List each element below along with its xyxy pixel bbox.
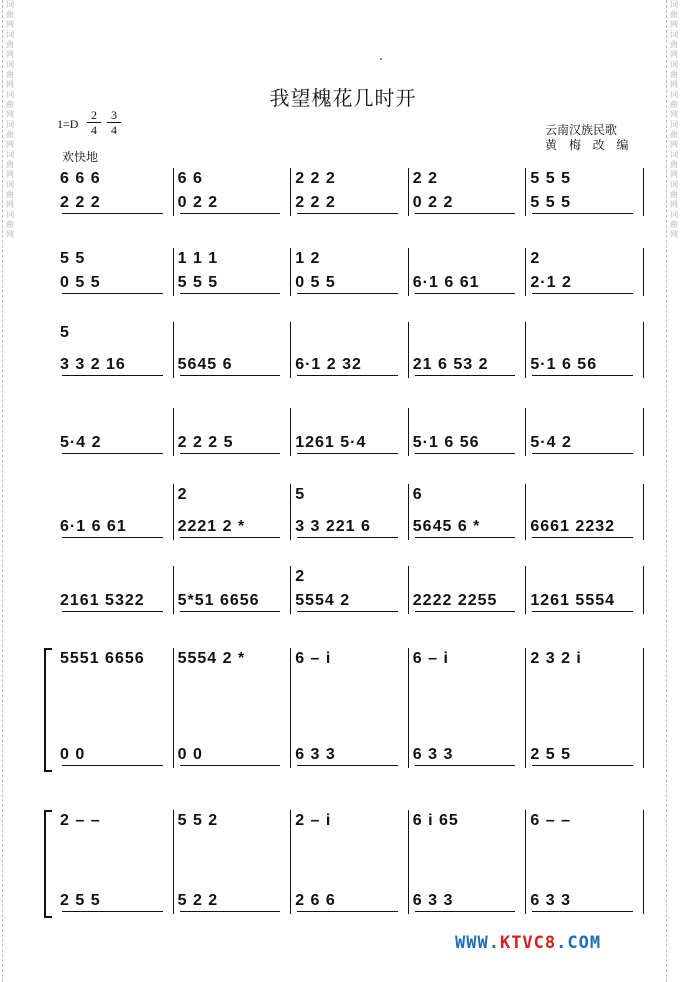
measure — [409, 248, 527, 296]
measure — [174, 408, 292, 456]
upper-notes: 6 — [412, 486, 423, 503]
watermark-char: 词 — [6, 30, 14, 39]
lower-notes: 3 3 221 6 — [295, 518, 371, 535]
measure — [174, 248, 292, 296]
beam-underline — [62, 765, 163, 767]
watermark-char: 曲 — [6, 40, 14, 49]
lower-notes: 2161 5322 — [60, 592, 145, 609]
watermark-char: 词 — [670, 210, 678, 219]
upper-notes: 5551 6656 — [60, 650, 145, 667]
beam-underline — [62, 213, 163, 215]
song-title: 我望槐花几时开 — [269, 86, 417, 110]
watermark-char: 曲 — [670, 10, 678, 19]
beam-underline — [62, 537, 163, 539]
watermark-char: 曲 — [6, 220, 14, 229]
page-mark — [380, 58, 382, 60]
upper-notes: 6 6 6 — [60, 170, 101, 187]
beam-underline — [415, 375, 516, 377]
measure — [56, 484, 174, 540]
watermark-char: 曲 — [670, 70, 678, 79]
lower-notes: 0 0 — [177, 746, 203, 763]
lower-notes: 2221 2 * — [177, 518, 246, 535]
measure — [174, 322, 292, 378]
upper-notes: 5554 2 * — [177, 650, 246, 667]
lower-notes: 2 5 5 — [530, 746, 571, 763]
upper-notes: 6 6 — [177, 170, 203, 187]
score-system — [56, 168, 644, 216]
measure — [526, 168, 644, 216]
measure — [174, 648, 292, 768]
lower-notes: 1261 5·4 — [295, 434, 367, 451]
watermark-char: 网 — [6, 80, 14, 89]
beam-underline — [532, 537, 633, 539]
measure — [56, 810, 174, 914]
lower-notes: 0 2 2 — [177, 194, 219, 211]
beam-underline — [180, 213, 281, 215]
measure — [409, 648, 527, 768]
lower-notes: 5 5 5 — [177, 274, 219, 291]
beam-underline — [297, 765, 398, 767]
lower-notes: 5·1 6 56 — [530, 356, 598, 373]
time-signature-1 — [87, 108, 101, 137]
upper-notes: 5 5 5 — [530, 170, 571, 187]
watermark-char: 网 — [670, 170, 678, 179]
lower-notes: 6 3 3 — [412, 892, 454, 909]
meter-numerator: 3 — [107, 108, 121, 123]
site-watermark — [455, 933, 601, 953]
beam-underline — [180, 911, 281, 913]
measure — [174, 168, 292, 216]
measure — [409, 408, 527, 456]
lower-notes: 5*51 6656 — [177, 592, 260, 609]
lower-notes: 6·1 2 32 — [295, 356, 362, 373]
watermark-char: 曲 — [670, 100, 678, 109]
beam-underline — [532, 611, 633, 613]
watermark-char: 网 — [670, 50, 678, 59]
arranger-credit: 黄 梅 改 编 — [545, 138, 633, 152]
beam-underline — [62, 911, 163, 913]
upper-notes: 2 — [295, 568, 306, 585]
measure — [174, 484, 292, 540]
meter-denominator: 4 — [111, 123, 117, 137]
score-system — [56, 810, 644, 914]
beam-underline — [297, 537, 398, 539]
upper-notes: 2 – – — [60, 812, 101, 829]
watermark-char: 网 — [6, 230, 14, 239]
lower-notes: 5 5 5 — [530, 194, 571, 211]
beam-underline — [62, 453, 163, 455]
watermark-prefix: WWW. — [455, 933, 500, 953]
beam-underline — [180, 453, 281, 455]
measure — [291, 248, 409, 296]
measure — [409, 322, 527, 378]
measure — [291, 408, 409, 456]
watermark-char: 词 — [6, 180, 14, 189]
measure — [291, 810, 409, 914]
lower-notes: 5645 6 * — [412, 518, 481, 535]
watermark-char: 词 — [6, 210, 14, 219]
measure — [56, 408, 174, 456]
lower-notes: 0 2 2 — [412, 194, 454, 211]
measure — [526, 484, 644, 540]
watermark-char: 网 — [670, 140, 678, 149]
lower-notes: 6·1 6 61 — [412, 274, 480, 291]
watermark-char: 网 — [6, 140, 14, 149]
measure — [291, 484, 409, 540]
beam-underline — [62, 611, 163, 613]
watermark-char: 词 — [670, 0, 678, 9]
watermark-char: 曲 — [6, 190, 14, 199]
beam-underline — [532, 375, 633, 377]
lower-notes: 6661 2232 — [530, 518, 616, 535]
beam-underline — [415, 453, 516, 455]
lower-notes: 5·4 2 — [530, 434, 572, 451]
upper-notes: 6 – – — [530, 812, 571, 829]
beam-underline — [415, 611, 516, 613]
watermark-char: 词 — [670, 60, 678, 69]
measure — [526, 810, 644, 914]
beam-underline — [62, 293, 163, 295]
beam-underline — [415, 293, 516, 295]
beam-underline — [297, 611, 398, 613]
beam-underline — [297, 293, 398, 295]
beam-underline — [415, 537, 516, 539]
watermark-char: 网 — [670, 200, 678, 209]
beam-underline — [415, 765, 516, 767]
lower-notes: 3 3 2 16 — [60, 356, 126, 373]
measure — [56, 248, 174, 296]
beam-underline — [532, 765, 633, 767]
watermark-char: 网 — [6, 170, 14, 179]
upper-notes: 2 3 2 i — [530, 650, 582, 667]
lower-notes: 0 0 — [60, 746, 86, 763]
lower-notes: 2 2 2 — [60, 194, 101, 211]
watermark-char: 网 — [670, 230, 678, 239]
beam-underline — [415, 213, 516, 215]
lower-notes: 2·1 2 — [530, 274, 572, 291]
beam-underline — [415, 911, 516, 913]
measure — [56, 168, 174, 216]
watermark-suffix: .COM — [556, 933, 602, 953]
watermark-char: 曲 — [670, 40, 678, 49]
measure — [409, 810, 527, 914]
meter-numerator: 2 — [87, 108, 101, 123]
beam-underline — [180, 375, 281, 377]
watermark-char: 网 — [6, 20, 14, 29]
tempo-marking: 欢快地 — [62, 150, 99, 164]
watermark-char: 曲 — [670, 160, 678, 169]
upper-notes: 2 2 — [412, 170, 439, 187]
score-system — [56, 322, 644, 378]
lower-notes: 0 5 5 — [295, 274, 336, 291]
meter-denominator: 4 — [91, 123, 97, 137]
beam-underline — [532, 293, 633, 295]
key-signature: 1=D — [57, 117, 79, 131]
system-brace — [44, 810, 52, 918]
beam-underline — [532, 453, 633, 455]
watermark-char: 词 — [6, 150, 14, 159]
beam-underline — [62, 375, 163, 377]
watermark-char: 词 — [670, 120, 678, 129]
watermark-char: 词 — [6, 60, 14, 69]
lower-notes: 5·1 6 56 — [412, 434, 480, 451]
watermark-char: 曲 — [6, 100, 14, 109]
watermark-char: 网 — [670, 20, 678, 29]
watermark-char: 词 — [6, 120, 14, 129]
measure — [526, 566, 644, 614]
beam-underline — [180, 765, 281, 767]
measure — [174, 810, 292, 914]
lower-notes: 6 3 3 — [295, 746, 336, 763]
watermark-char: 曲 — [670, 130, 678, 139]
lower-notes: 0 5 5 — [60, 274, 101, 291]
lower-notes: 2 2 2 5 — [177, 434, 234, 451]
upper-notes: 2 2 2 — [295, 170, 336, 187]
lower-notes: 5·4 2 — [60, 434, 102, 451]
upper-notes: 6 – i — [295, 650, 332, 667]
measure — [291, 648, 409, 768]
watermark-char: 曲 — [6, 160, 14, 169]
lower-notes: 2 2 2 — [295, 194, 336, 211]
score-system — [56, 566, 644, 614]
score-system — [56, 484, 644, 540]
watermark-char: 词 — [670, 180, 678, 189]
measure — [291, 168, 409, 216]
lower-notes: 5 2 2 — [177, 892, 219, 909]
watermark-char: 网 — [670, 110, 678, 119]
beam-underline — [180, 293, 281, 295]
lower-notes: 5554 2 — [295, 592, 351, 609]
upper-notes: 5 — [295, 486, 306, 503]
measure — [526, 648, 644, 768]
score-system — [56, 648, 644, 768]
score-system — [56, 408, 644, 456]
watermark-brand: KTVC8 — [499, 933, 557, 953]
upper-notes: 5 — [60, 324, 70, 341]
watermark-char: 曲 — [6, 10, 14, 19]
watermark-char: 曲 — [6, 70, 14, 79]
beam-underline — [532, 911, 633, 913]
lower-notes: 2222 2255 — [412, 592, 498, 609]
beam-underline — [297, 375, 398, 377]
upper-notes: 2 – i — [295, 812, 332, 829]
time-signature-2 — [107, 108, 121, 137]
beam-underline — [180, 611, 281, 613]
upper-notes: 1 1 1 — [177, 250, 219, 267]
beam-underline — [180, 537, 281, 539]
beam-underline — [297, 213, 398, 215]
system-brace — [44, 648, 52, 772]
watermark-char: 网 — [6, 110, 14, 119]
lower-notes: 6 3 3 — [530, 892, 571, 909]
lower-notes: 2 6 6 — [295, 892, 336, 909]
right-watermark-column — [666, 0, 681, 982]
lower-notes: 6 3 3 — [412, 746, 454, 763]
watermark-char: 曲 — [670, 220, 678, 229]
measure — [291, 566, 409, 614]
song-source: 云南汉族民歌 — [545, 123, 618, 137]
lower-notes: 6·1 6 61 — [60, 518, 127, 535]
beam-underline — [532, 213, 633, 215]
upper-notes: 5 5 2 — [177, 812, 219, 829]
lower-notes: 5645 6 — [177, 356, 233, 373]
watermark-char: 网 — [6, 200, 14, 209]
watermark-char: 网 — [6, 50, 14, 59]
measure — [526, 322, 644, 378]
upper-notes: 6 i 65 — [412, 812, 459, 829]
lower-notes: 21 6 53 2 — [412, 356, 489, 373]
measure — [174, 566, 292, 614]
measure — [291, 322, 409, 378]
watermark-char: 词 — [670, 90, 678, 99]
upper-notes: 2 — [177, 486, 188, 503]
watermark-char: 词 — [6, 0, 14, 9]
measure — [526, 408, 644, 456]
beam-underline — [297, 453, 398, 455]
measure — [409, 168, 527, 216]
watermark-char: 曲 — [6, 130, 14, 139]
measure — [409, 484, 527, 540]
lower-notes: 2 5 5 — [60, 892, 101, 909]
measure — [56, 648, 174, 768]
upper-notes: 6 – i — [412, 650, 449, 667]
measure — [56, 322, 174, 378]
upper-notes: 5 5 — [60, 250, 86, 267]
beam-underline — [297, 911, 398, 913]
measure — [56, 566, 174, 614]
measure — [409, 566, 527, 614]
watermark-char: 词 — [670, 30, 678, 39]
measure — [526, 248, 644, 296]
watermark-char: 词 — [6, 90, 14, 99]
upper-notes: 1 2 — [295, 250, 321, 267]
watermark-char: 曲 — [670, 190, 678, 199]
score-system — [56, 248, 644, 296]
watermark-char: 词 — [670, 150, 678, 159]
left-watermark-column — [2, 0, 17, 982]
watermark-char: 网 — [670, 80, 678, 89]
upper-notes: 2 — [530, 250, 541, 267]
lower-notes: 1261 5554 — [530, 592, 616, 609]
